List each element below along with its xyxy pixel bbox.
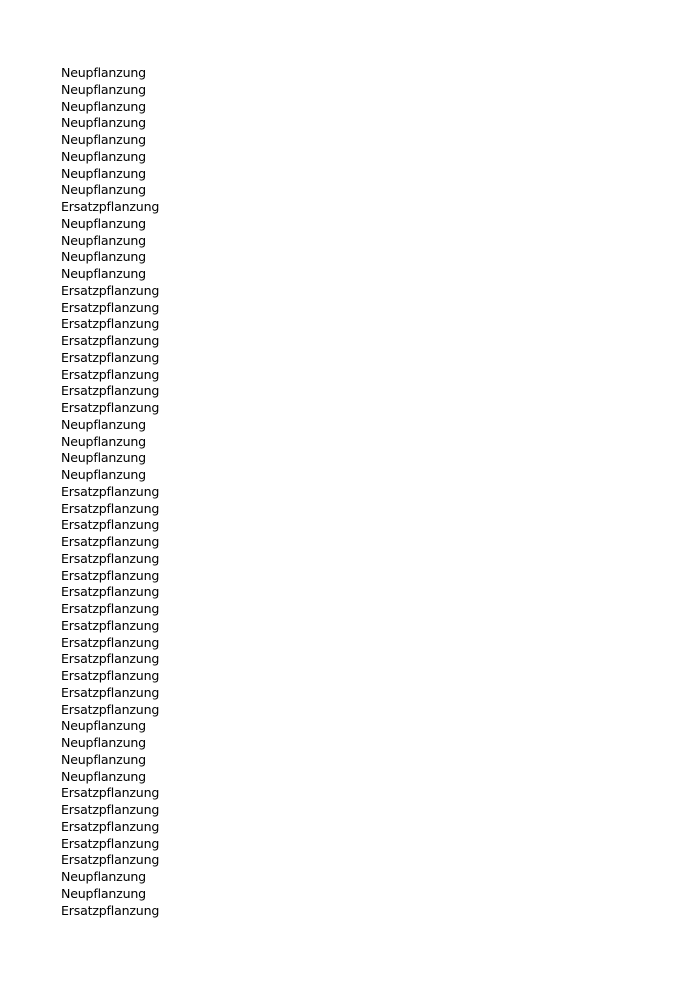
list-item: Ersatzpflanzung	[61, 902, 160, 918]
list-item: Ersatzpflanzung	[61, 684, 160, 700]
list-item: Neupflanzung	[61, 735, 146, 750]
list-item: Ersatzpflanzung	[61, 668, 160, 683]
list-item: Neupflanzung	[61, 450, 146, 466]
planting-type-list	[61, 65, 159, 919]
list-item: Ersatzpflanzung	[61, 651, 160, 667]
list-item: Ersatzpflanzung	[61, 400, 160, 415]
list-item: Neupflanzung	[61, 885, 146, 901]
list-item: Neupflanzung	[61, 249, 146, 265]
list-item: Ersatzpflanzung	[61, 567, 160, 583]
list-item: Ersatzpflanzung	[61, 617, 160, 633]
list-item: Neupflanzung	[61, 165, 146, 181]
list-item: Ersatzpflanzung	[61, 550, 160, 566]
list-item: Neupflanzung	[61, 215, 146, 231]
list-item: Ersatzpflanzung	[61, 785, 160, 801]
list-item: Neupflanzung	[61, 416, 146, 432]
list-item: Neupflanzung	[61, 132, 146, 147]
list-item: Ersatzpflanzung	[61, 316, 160, 332]
list-item: Neupflanzung	[61, 751, 146, 767]
list-item: Ersatzpflanzung	[61, 634, 160, 650]
list-item: Neupflanzung	[61, 768, 146, 784]
list-item: Ersatzpflanzung	[61, 584, 160, 600]
list-item: Neupflanzung	[61, 115, 146, 131]
list-item: Ersatzpflanzung	[61, 282, 160, 298]
list-item: Ersatzpflanzung	[61, 500, 160, 516]
list-item: Ersatzpflanzung	[61, 534, 160, 549]
list-item: Ersatzpflanzung	[61, 199, 160, 214]
list-item: Ersatzpflanzung	[61, 852, 160, 868]
list-item: Neupflanzung	[61, 81, 146, 97]
list-item: Ersatzpflanzung	[61, 383, 160, 399]
list-item: Neupflanzung	[61, 266, 146, 281]
list-item: Neupflanzung	[61, 433, 146, 449]
list-item: Ersatzpflanzung	[61, 333, 160, 348]
list-item: Neupflanzung	[61, 65, 146, 80]
list-item: Ersatzpflanzung	[61, 366, 160, 382]
list-item: Neupflanzung	[61, 467, 146, 482]
list-item: Ersatzpflanzung	[61, 818, 160, 834]
list-item: Neupflanzung	[61, 182, 146, 198]
list-item: Neupflanzung	[61, 718, 146, 734]
list-item: Ersatzpflanzung	[61, 299, 160, 315]
list-item: Ersatzpflanzung	[61, 835, 160, 851]
list-item: Neupflanzung	[61, 869, 146, 884]
list-item: Ersatzpflanzung	[61, 483, 160, 499]
list-item: Ersatzpflanzung	[61, 517, 160, 533]
list-item: Ersatzpflanzung	[61, 601, 160, 616]
list-item: Ersatzpflanzung	[61, 349, 160, 365]
list-item: Neupflanzung	[61, 148, 146, 164]
list-item: Ersatzpflanzung	[61, 701, 160, 717]
list-item: Ersatzpflanzung	[61, 802, 160, 817]
list-item: Neupflanzung	[61, 98, 146, 114]
list-item: Neupflanzung	[61, 232, 146, 248]
